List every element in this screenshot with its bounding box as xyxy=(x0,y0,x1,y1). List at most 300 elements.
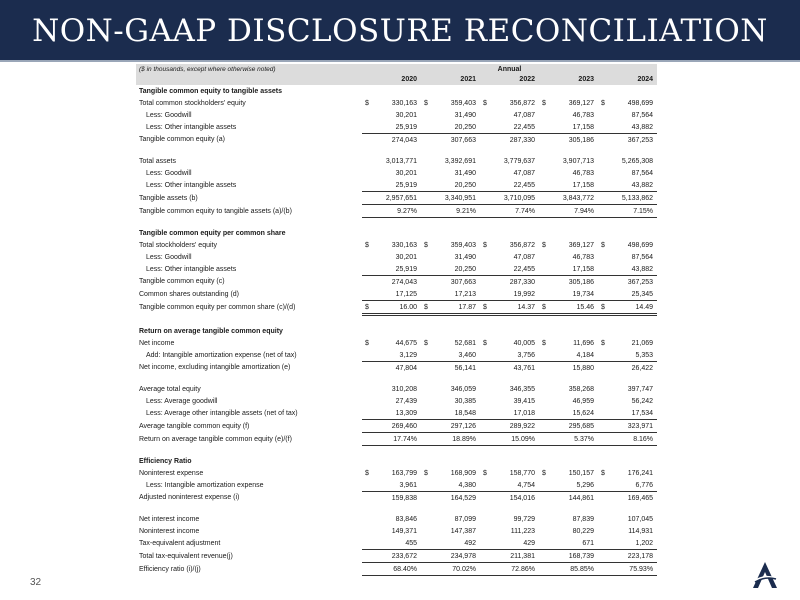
value-cell-inner xyxy=(365,340,417,347)
row-label: Less: Average goodwill xyxy=(146,397,218,405)
table-row xyxy=(136,97,657,109)
cell-value: 158,770 xyxy=(509,469,535,477)
cell-value: 31,490 xyxy=(454,169,476,177)
cell-value: 367,253 xyxy=(627,136,654,144)
section-heading-row xyxy=(136,325,657,337)
currency-symbol: $ xyxy=(365,469,369,477)
currency-symbol: $ xyxy=(542,469,546,477)
table-row xyxy=(136,179,657,192)
row-label: Average tangible common equity (f) xyxy=(139,422,250,430)
cell-value: 47,804 xyxy=(395,364,417,372)
cell-value: 31,490 xyxy=(454,111,476,119)
table-row xyxy=(136,550,657,563)
page-title: NON-GAAP DISCLOSURE RECONCILIATION xyxy=(32,13,768,49)
currency-symbol: $ xyxy=(542,241,546,249)
row-label: Adjusted noninterest expense (i) xyxy=(139,494,240,502)
cell-value: 11,696 xyxy=(573,339,594,347)
value-cell xyxy=(421,97,480,109)
period-group-label: Annual xyxy=(362,64,657,74)
value-cell-inner xyxy=(542,304,594,311)
cell-value: 5,133,862 xyxy=(598,192,657,205)
value-cell-inner xyxy=(542,100,594,107)
cell-value: 68.40% xyxy=(362,563,421,576)
table-row xyxy=(136,276,657,289)
cell-value: 22,455 xyxy=(480,121,539,134)
cell-value: 289,922 xyxy=(480,420,539,433)
value-cell xyxy=(539,337,598,349)
cell-value: 330,163 xyxy=(391,99,417,107)
cell-value: 44,675 xyxy=(395,339,417,347)
cell-value: 3,460 xyxy=(421,349,480,362)
cell-value: 75.93% xyxy=(598,563,657,576)
cell-value: 358,268 xyxy=(568,385,594,393)
value-cell-inner xyxy=(601,340,653,347)
cell-value: 25,919 xyxy=(362,263,421,276)
cell-value: 46,783 xyxy=(572,111,594,119)
value-cell xyxy=(539,301,598,315)
table-row xyxy=(136,337,657,349)
row-label: Total stockholders' equity xyxy=(139,241,217,249)
cell-value: 56,141 xyxy=(454,364,476,372)
currency-symbol: $ xyxy=(365,241,369,249)
value-cell xyxy=(362,467,421,479)
cell-value: 19,992 xyxy=(480,288,539,301)
cell-value: 7.94% xyxy=(539,205,598,218)
reconciliation-table-container xyxy=(136,64,657,576)
value-cell-inner xyxy=(483,340,535,347)
currency-symbol: $ xyxy=(483,303,487,311)
spacer-cell xyxy=(136,374,657,383)
value-cell xyxy=(362,239,421,251)
row-label: Net income xyxy=(139,339,175,347)
cell-value: 22,455 xyxy=(480,179,539,192)
cell-value: 397,747 xyxy=(627,385,654,393)
cell-value: 47,087 xyxy=(513,253,535,261)
cell-value: 3,710,095 xyxy=(480,192,539,205)
spacer-cell xyxy=(136,218,657,228)
cell-value: 7.74% xyxy=(480,205,539,218)
cell-value: 3,013,771 xyxy=(385,157,417,165)
cell-value: 87,564 xyxy=(631,253,654,261)
units-note: ($ in thousands, except where otherwise noted) xyxy=(136,64,362,74)
cell-value: 346,059 xyxy=(450,385,476,393)
table-row xyxy=(136,467,657,479)
spacer-cell xyxy=(136,146,657,155)
currency-symbol: $ xyxy=(424,339,428,347)
value-cell xyxy=(539,467,598,479)
cell-value: 30,201 xyxy=(395,111,417,119)
currency-symbol: $ xyxy=(601,303,605,311)
row-label: Tangible common equity per common share (c)/(d) xyxy=(139,304,296,311)
value-cell-inner xyxy=(542,470,594,477)
currency-symbol: $ xyxy=(542,303,546,311)
cell-value: 5.37% xyxy=(539,433,598,446)
table-row xyxy=(136,492,657,505)
cell-value: 164,529 xyxy=(450,494,476,502)
cell-value: 269,460 xyxy=(362,420,421,433)
cell-value: 3,756 xyxy=(480,349,539,362)
cell-value: 16.00 xyxy=(399,303,417,311)
table-row xyxy=(136,121,657,134)
value-cell xyxy=(598,467,657,479)
table-row xyxy=(136,537,657,550)
cell-value: 87,564 xyxy=(631,169,654,177)
cell-value: 15.46 xyxy=(576,303,594,311)
cell-value: 307,663 xyxy=(450,136,476,144)
row-label: Add: Intangible amortization expense (net of tax) xyxy=(146,351,297,359)
value-cell xyxy=(539,97,598,109)
table-header-row xyxy=(136,64,657,74)
value-cell-inner xyxy=(365,100,417,107)
table-row xyxy=(136,192,657,205)
currency-symbol: $ xyxy=(424,99,428,107)
cell-value: 3,129 xyxy=(362,349,421,362)
value-cell xyxy=(362,301,421,315)
value-cell xyxy=(480,337,539,349)
value-cell-inner xyxy=(365,242,417,249)
value-cell-inner xyxy=(424,242,476,249)
cell-value: 40,005 xyxy=(513,339,535,347)
row-label: Tangible common equity to tangible assets (a)/(b) xyxy=(139,207,292,215)
cell-value: 356,872 xyxy=(509,99,535,107)
table-row xyxy=(136,134,657,147)
cell-value: 9.27% xyxy=(362,205,421,218)
cell-value: 17,534 xyxy=(598,407,657,420)
cell-value: 17.74% xyxy=(362,433,421,446)
row-label: Efficiency ratio (i)/(j) xyxy=(139,565,201,573)
value-cell-inner xyxy=(483,304,535,311)
cell-value: 168,739 xyxy=(539,550,598,563)
spacer-cell xyxy=(136,504,657,513)
cell-value: 17,158 xyxy=(539,263,598,276)
cell-value: 4,380 xyxy=(421,479,480,492)
row-label: Less: Average other intangible assets (net of tax) xyxy=(146,409,298,417)
currency-symbol: $ xyxy=(601,241,605,249)
year-header: 2023 xyxy=(539,74,598,85)
currency-symbol: $ xyxy=(483,99,487,107)
cell-value: 169,465 xyxy=(627,494,654,502)
cell-value: 43,882 xyxy=(598,121,657,134)
cell-value: 56,242 xyxy=(631,397,654,405)
section-heading: Tangible common equity per common share xyxy=(139,229,286,237)
cell-value: 18.89% xyxy=(421,433,480,446)
spacer-row xyxy=(136,218,657,228)
cell-value: 223,178 xyxy=(598,550,657,563)
cell-value: 30,385 xyxy=(454,397,476,405)
section-heading: Return on average tangible common equity xyxy=(139,327,283,335)
row-label: Tangible common equity (c) xyxy=(139,278,225,286)
table-row xyxy=(136,205,657,218)
cell-value: 83,846 xyxy=(395,515,417,523)
row-label: Total tax-equivalent revenue(j) xyxy=(139,552,233,560)
cell-value: 22,455 xyxy=(480,263,539,276)
currency-symbol: $ xyxy=(601,469,605,477)
cell-value: 233,672 xyxy=(362,550,421,563)
spacer-row xyxy=(136,374,657,383)
row-label: Tangible common equity (a) xyxy=(139,136,225,144)
cell-value: 17,158 xyxy=(539,179,598,192)
row-label: Less: Intangible amortization expense xyxy=(146,481,264,489)
row-label: Less: Other intangible assets xyxy=(146,265,237,273)
cell-value: 150,157 xyxy=(568,469,594,477)
table-row xyxy=(136,167,657,179)
table-row xyxy=(136,513,657,525)
value-cell xyxy=(480,301,539,315)
value-cell-inner xyxy=(483,470,535,477)
value-cell-inner xyxy=(365,470,417,477)
currency-symbol: $ xyxy=(601,99,605,107)
cell-value: 20,250 xyxy=(421,121,480,134)
cell-value: 359,403 xyxy=(450,241,476,249)
value-cell-inner xyxy=(424,304,476,311)
row-label: Common shares outstanding (d) xyxy=(139,290,239,298)
spacer-row xyxy=(136,504,657,513)
spacer-row xyxy=(136,446,657,456)
cell-value: 14.49 xyxy=(635,303,654,311)
value-cell-inner xyxy=(601,242,653,249)
cell-value: 367,253 xyxy=(627,278,654,286)
cell-value: 15,880 xyxy=(572,364,594,372)
value-cell xyxy=(598,337,657,349)
cell-value: 176,241 xyxy=(627,469,654,477)
row-label: Noninterest income xyxy=(139,527,200,535)
value-cell xyxy=(598,301,657,315)
cell-value: 492 xyxy=(421,537,480,550)
currency-symbol: $ xyxy=(365,303,369,311)
cell-value: 671 xyxy=(539,537,598,550)
cell-value: 323,971 xyxy=(598,420,657,433)
section-heading-row xyxy=(136,227,657,239)
cell-value: 52,681 xyxy=(454,339,476,347)
spacer-cell xyxy=(136,446,657,456)
cell-value: 8.16% xyxy=(598,433,657,446)
cell-value: 356,872 xyxy=(509,241,535,249)
table-row xyxy=(136,239,657,251)
value-cell xyxy=(421,467,480,479)
cell-value: 346,355 xyxy=(509,385,535,393)
stylized-a-logo-icon xyxy=(750,560,780,590)
cell-value: 30,201 xyxy=(395,253,417,261)
value-cell xyxy=(598,97,657,109)
currency-symbol: $ xyxy=(424,469,428,477)
cell-value: 305,186 xyxy=(568,278,594,286)
currency-symbol: $ xyxy=(365,339,369,347)
cell-value: 47,087 xyxy=(513,111,535,119)
cell-value: 87,564 xyxy=(631,111,654,119)
cell-value: 43,882 xyxy=(598,179,657,192)
row-label: Less: Goodwill xyxy=(146,253,192,261)
cell-value: 429 xyxy=(480,537,539,550)
currency-symbol: $ xyxy=(542,339,546,347)
row-label: Less: Goodwill xyxy=(146,169,192,177)
row-label: Return on average tangible common equity (e)/(f) xyxy=(139,435,292,443)
cell-value: 3,779,637 xyxy=(503,157,535,165)
cell-value: 72.86% xyxy=(480,563,539,576)
cell-value: 5,265,308 xyxy=(621,157,654,165)
value-cell xyxy=(480,239,539,251)
cell-value: 25,919 xyxy=(362,179,421,192)
table-row xyxy=(136,525,657,537)
cell-value: 154,016 xyxy=(509,494,535,502)
reconciliation-table xyxy=(136,64,657,576)
currency-symbol: $ xyxy=(483,241,487,249)
title-divider xyxy=(0,60,800,62)
row-label: Less: Goodwill xyxy=(146,111,192,119)
cell-value: 17,018 xyxy=(480,407,539,420)
cell-value: 5,353 xyxy=(598,349,657,362)
value-cell-inner xyxy=(424,100,476,107)
cell-value: 17,125 xyxy=(362,288,421,301)
cell-value: 87,099 xyxy=(454,515,476,523)
header-spacer xyxy=(136,74,362,85)
cell-value: 168,909 xyxy=(450,469,476,477)
cell-value: 3,392,691 xyxy=(444,157,476,165)
row-label: Less: Other intangible assets xyxy=(146,123,237,131)
cell-value: 455 xyxy=(362,537,421,550)
value-cell xyxy=(598,239,657,251)
cell-value: 7.15% xyxy=(598,205,657,218)
value-cell-inner xyxy=(542,340,594,347)
cell-value: 4,754 xyxy=(480,479,539,492)
cell-value: 14.37 xyxy=(517,303,535,311)
value-cell-inner xyxy=(601,304,653,311)
year-header: 2020 xyxy=(362,74,421,85)
cell-value: 3,961 xyxy=(362,479,421,492)
cell-value: 211,381 xyxy=(480,550,539,563)
table-row xyxy=(136,563,657,576)
cell-value: 31,490 xyxy=(454,253,476,261)
value-cell xyxy=(421,239,480,251)
spacer-row xyxy=(136,315,657,326)
section-heading-row xyxy=(136,85,657,97)
table-row xyxy=(136,301,657,315)
value-cell xyxy=(362,337,421,349)
page-number: 32 xyxy=(30,577,42,588)
cell-value: 46,783 xyxy=(572,253,594,261)
cell-value: 15,624 xyxy=(539,407,598,420)
cell-value: 330,163 xyxy=(391,241,417,249)
cell-value: 369,127 xyxy=(568,241,594,249)
value-cell-inner xyxy=(542,242,594,249)
table-row xyxy=(136,433,657,446)
cell-value: 43,761 xyxy=(513,364,535,372)
cell-value: 147,387 xyxy=(450,527,476,535)
cell-value: 3,843,772 xyxy=(539,192,598,205)
section-heading: Tangible common equity to tangible assets xyxy=(139,87,283,95)
table-row xyxy=(136,251,657,263)
row-label: Tax-equivalent adjustment xyxy=(139,539,221,547)
value-cell xyxy=(362,97,421,109)
cell-value: 9.21% xyxy=(421,205,480,218)
cell-value: 274,043 xyxy=(391,136,417,144)
currency-symbol: $ xyxy=(424,303,428,311)
cell-value: 20,250 xyxy=(421,179,480,192)
value-cell-inner xyxy=(424,340,476,347)
cell-value: 5,296 xyxy=(539,479,598,492)
currency-symbol: $ xyxy=(483,469,487,477)
cell-value: 18,548 xyxy=(421,407,480,420)
row-label: Total common stockholders' equity xyxy=(139,99,246,107)
currency-symbol: $ xyxy=(542,99,546,107)
cell-value: 25,345 xyxy=(598,288,657,301)
currency-symbol: $ xyxy=(601,339,605,347)
table-row xyxy=(136,155,657,167)
cell-value: 4,184 xyxy=(539,349,598,362)
cell-value: 3,340,951 xyxy=(421,192,480,205)
value-cell xyxy=(421,301,480,315)
value-cell-inner xyxy=(424,470,476,477)
table-row xyxy=(136,479,657,492)
cell-value: 26,422 xyxy=(631,364,654,372)
section-heading-row xyxy=(136,455,657,467)
cell-value: 3,907,713 xyxy=(562,157,594,165)
year-header: 2024 xyxy=(598,74,657,85)
cell-value: 111,223 xyxy=(510,527,535,535)
cell-value: 43,882 xyxy=(598,263,657,276)
currency-symbol: $ xyxy=(424,241,428,249)
cell-value: 39,415 xyxy=(513,397,535,405)
table-row xyxy=(136,349,657,362)
table-row xyxy=(136,395,657,407)
cell-value: 287,330 xyxy=(509,278,535,286)
cell-value: 21,069 xyxy=(631,339,654,347)
currency-symbol: $ xyxy=(365,99,369,107)
cell-value: 46,959 xyxy=(572,397,594,405)
cell-value: 369,127 xyxy=(568,99,594,107)
table-row xyxy=(136,362,657,375)
cell-value: 498,699 xyxy=(627,241,654,249)
table-row xyxy=(136,288,657,301)
cell-value: 144,861 xyxy=(568,494,594,502)
cell-value: 305,186 xyxy=(568,136,594,144)
value-cell-inner xyxy=(601,470,653,477)
cell-value: 19,734 xyxy=(539,288,598,301)
row-label: Average total equity xyxy=(139,385,201,393)
currency-symbol: $ xyxy=(483,339,487,347)
cell-value: 15.09% xyxy=(480,433,539,446)
cell-value: 80,229 xyxy=(572,527,594,535)
value-cell-inner xyxy=(365,304,417,311)
row-label: Total assets xyxy=(139,157,176,165)
cell-value: 149,371 xyxy=(391,527,417,535)
cell-value: 6,776 xyxy=(598,479,657,492)
row-label: Tangible assets (b) xyxy=(139,194,198,202)
cell-value: 297,126 xyxy=(421,420,480,433)
cell-value: 30,201 xyxy=(395,169,417,177)
row-label: Net interest income xyxy=(139,515,200,523)
value-cell xyxy=(480,97,539,109)
table-body xyxy=(136,85,657,576)
value-cell xyxy=(480,467,539,479)
cell-value: 274,043 xyxy=(391,278,417,286)
value-cell-inner xyxy=(483,242,535,249)
table-row xyxy=(136,407,657,420)
cell-value: 20,250 xyxy=(421,263,480,276)
cell-value: 17,213 xyxy=(421,288,480,301)
cell-value: 17.87 xyxy=(458,303,476,311)
cell-value: 107,045 xyxy=(627,515,654,523)
value-cell-inner xyxy=(601,100,653,107)
value-cell-inner xyxy=(483,100,535,107)
cell-value: 498,699 xyxy=(627,99,654,107)
cell-value: 85.85% xyxy=(539,563,598,576)
row-label: Noninterest expense xyxy=(139,469,204,477)
year-header: 2022 xyxy=(480,74,539,85)
cell-value: 27,439 xyxy=(395,397,417,405)
table-row xyxy=(136,109,657,121)
table-row xyxy=(136,420,657,433)
cell-value: 17,158 xyxy=(539,121,598,134)
